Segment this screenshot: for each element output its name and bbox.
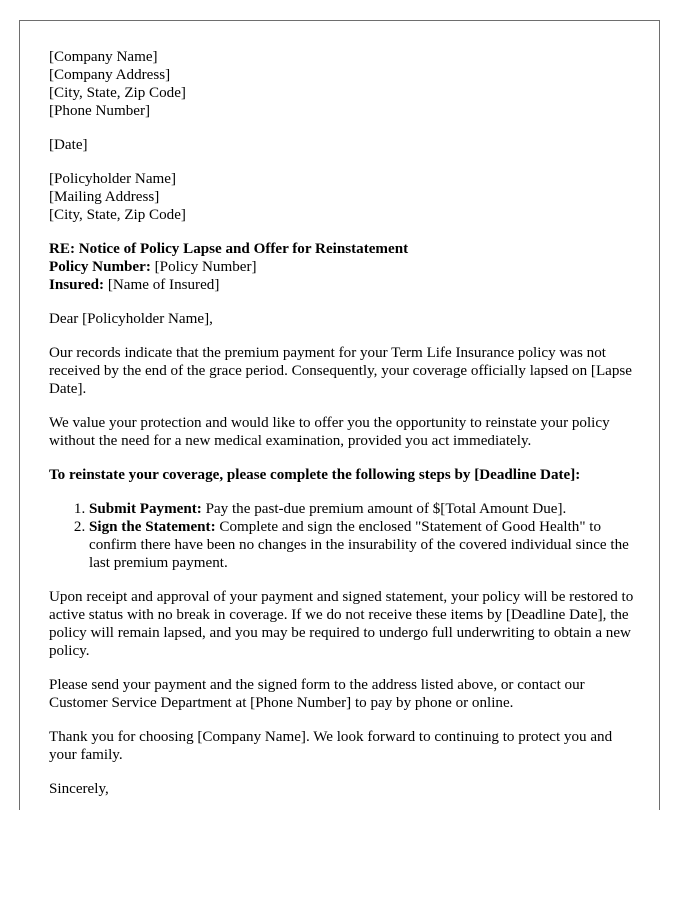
subject-line bbox=[49, 240, 639, 258]
reference-block bbox=[49, 240, 639, 294]
step-label: Sign the Statement: bbox=[89, 519, 216, 535]
date-block bbox=[49, 136, 639, 154]
insured-value: [Name of Insured] bbox=[104, 277, 220, 293]
policy-number-line bbox=[49, 258, 639, 276]
step-item-submit-payment bbox=[89, 500, 639, 518]
sender-address-block bbox=[49, 48, 639, 120]
recipient-address-block bbox=[49, 170, 639, 224]
letter-date: [Date] bbox=[49, 137, 88, 153]
insured-line bbox=[49, 276, 639, 294]
subject-text: RE: Notice of Policy Lapse and Offer for Reinstatement bbox=[49, 241, 409, 257]
recipient-name: [Policyholder Name] bbox=[49, 171, 176, 187]
policy-number-label: Policy Number: bbox=[49, 259, 151, 275]
step-item-sign-statement bbox=[89, 518, 639, 572]
salutation: Dear [Policyholder Name], bbox=[49, 311, 213, 327]
letter-content bbox=[49, 48, 639, 798]
paragraph-lapse-notice: Our records indicate that the premium payment for your Term Life Insurance policy was not received by the end of the grace period. Consequently, your coverage officially lapsed on [Lapse Date]. bbox=[49, 345, 632, 397]
step-text: Pay the past-due premium amount of $[Total Amount Due]. bbox=[201, 501, 567, 517]
paragraph-restoration-terms: Upon receipt and approval of your payment and signed statement, your policy will be restored to active status with no break in coverage. If we do not receive these items by [Deadline Date], the policy will remain lapsed, and you may be required to undergo full underwriting to obtain a new policy. bbox=[49, 589, 634, 659]
insured-label: Insured: bbox=[49, 277, 105, 293]
sender-phone: [Phone Number] bbox=[49, 103, 151, 119]
sender-city-state-zip: [City, State, Zip Code] bbox=[49, 85, 186, 101]
steps-list bbox=[49, 500, 639, 572]
sender-company-address: [Company Address] bbox=[49, 67, 171, 83]
closing: Sincerely, bbox=[49, 781, 109, 797]
steps-heading: To reinstate your coverage, please complete the following steps by [Deadline Date]: bbox=[49, 467, 581, 483]
recipient-city-state-zip: [City, State, Zip Code] bbox=[49, 207, 186, 223]
sender-company-name: [Company Name] bbox=[49, 49, 158, 65]
step-text: Complete and sign the enclosed "Statement of Good Health" to confirm there have been no changes in the insurability of the covered individual since the last premium payment. bbox=[89, 519, 629, 571]
recipient-mailing-address: [Mailing Address] bbox=[49, 189, 160, 205]
paragraph-reinstatement-offer: We value your protection and would like to offer you the opportunity to reinstate your policy without the need for a new medical examination, provided you act immediately. bbox=[49, 415, 610, 449]
step-label: Submit Payment: bbox=[89, 501, 202, 517]
paragraph-thank-you: Thank you for choosing [Company Name]. We look forward to continuing to protect you and your family. bbox=[49, 729, 613, 763]
paragraph-contact-instructions: Please send your payment and the signed form to the address listed above, or contact our Customer Service Department at [Phone Number] to pay by phone or online. bbox=[49, 677, 585, 711]
policy-number-value: [Policy Number] bbox=[150, 259, 257, 275]
letter-page bbox=[19, 20, 660, 810]
